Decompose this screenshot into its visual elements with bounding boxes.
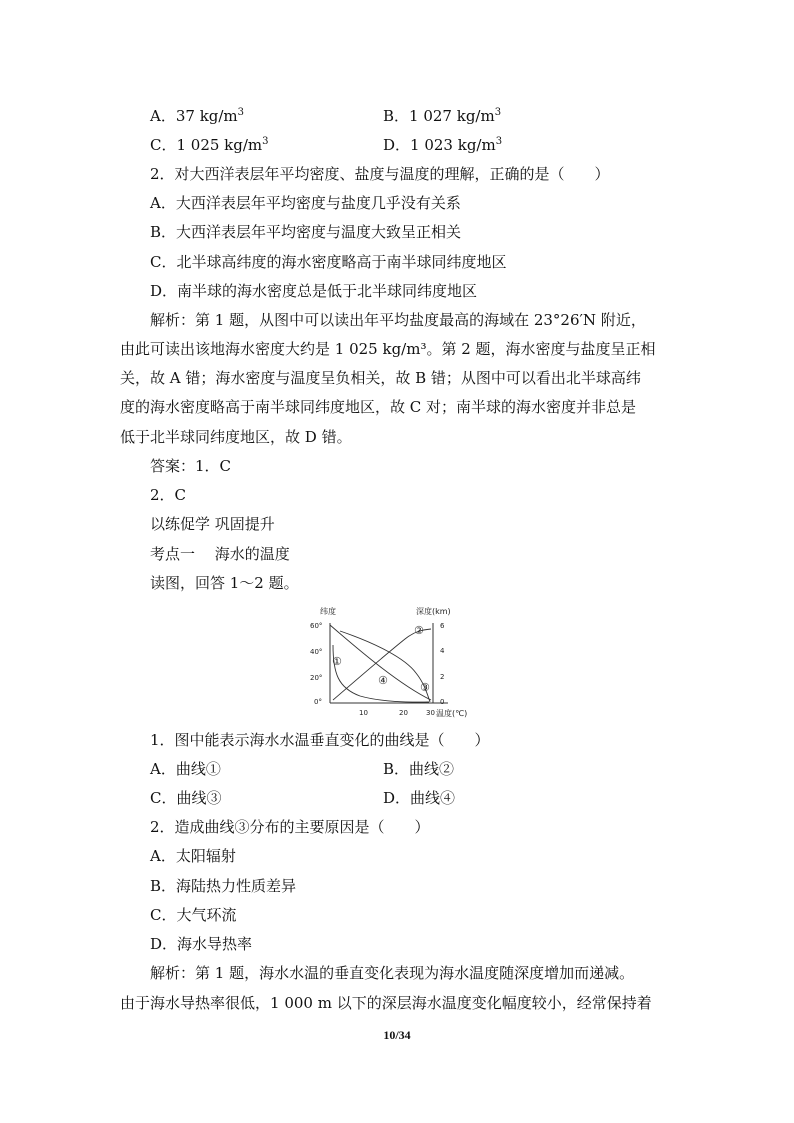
left-tick-40: 40° bbox=[310, 648, 323, 656]
curve-3 bbox=[340, 631, 430, 702]
bottom-axis-title: 温度(℃) bbox=[436, 709, 468, 718]
left-tick-20: 20° bbox=[310, 674, 323, 682]
curve-2-label: ② bbox=[414, 624, 424, 637]
question-2-option-b: B．大西洋表层年平均密度与温度大致呈正相关 bbox=[150, 223, 462, 241]
analysis-line-1: 解析：第 1 题，从图中可以读出年平均盐度最高的海域在 23°26′N 附近， bbox=[150, 311, 646, 329]
right-tick-2: 2 bbox=[440, 673, 445, 681]
new-question-2-option-a: A．太阳辐射 bbox=[150, 847, 236, 865]
new-question-2-option-d: D．海水导热率 bbox=[150, 935, 253, 953]
new-question-1-option-c: C．曲线③ bbox=[150, 789, 222, 807]
right-tick-0: 0 bbox=[440, 698, 445, 706]
option-c: C．1 025 $kg/m^3$ bbox=[150, 136, 269, 154]
section-heading: 以练促学 巩固提升 bbox=[150, 515, 275, 533]
option-a: A．37 $kg/m^3$ bbox=[150, 107, 245, 125]
answer-line-1: 答案：1．C bbox=[150, 457, 232, 475]
analysis-line-5: 低于北半球同纬度地区，故 D 错。 bbox=[120, 428, 352, 446]
bottom-tick-10: 10 bbox=[359, 709, 368, 717]
new-question-2-option-c: C．大气环流 bbox=[150, 906, 237, 924]
topic-heading: 考点一 海水的温度 bbox=[150, 545, 290, 563]
analysis-line-4: 度的海水密度略高于南半球同纬度地区，故 C 对；南半球的海水密度并非总是 bbox=[120, 398, 637, 416]
right-tick-4: 4 bbox=[440, 647, 445, 655]
option-b: B．1 027 $kg/m^3$ bbox=[383, 107, 502, 125]
curve-4-label: ④ bbox=[378, 674, 388, 687]
analysis2-line-2: 由于海水导热率很低，1 000 m 以下的深层海水温度变化幅度较小，经常保持着 bbox=[120, 994, 652, 1012]
temperature-figure bbox=[300, 603, 500, 723]
new-question-1-option-d: D．曲线④ bbox=[383, 789, 456, 807]
option-d: D．1 023 $kg/m^3$ bbox=[383, 136, 503, 154]
new-question-2-stem: 2．造成曲线③分布的主要原因是（ ） bbox=[150, 818, 430, 836]
new-question-1-option-b: B．曲线② bbox=[383, 760, 455, 778]
bottom-tick-20: 20 bbox=[399, 709, 408, 717]
analysis-line-3: 关，故 A 错；海水密度与温度呈负相关，故 B 错；从图中可以看出北半球高纬 bbox=[120, 369, 641, 387]
bottom-tick-30: 30 bbox=[426, 709, 435, 717]
new-question-1-stem: 1．图中能表示海水水温垂直变化的曲线是（ ） bbox=[150, 731, 490, 749]
left-tick-60: 60° bbox=[310, 622, 323, 630]
left-axis-title: 纬度 bbox=[320, 607, 336, 616]
left-tick-0: 0° bbox=[314, 698, 322, 706]
question-2-option-a: A．大西洋表层年平均密度与盐度几乎没有关系 bbox=[150, 194, 461, 212]
question-2-option-c: C．北半球高纬度的海水密度略高于南半球同纬度地区 bbox=[150, 253, 507, 271]
curve-1-label: ① bbox=[332, 655, 342, 668]
curve-3-label: ③ bbox=[420, 681, 430, 694]
right-axis-title: 深度(km) bbox=[416, 607, 451, 616]
new-question-1-option-a: A．曲线① bbox=[150, 760, 221, 778]
page-number: 10/34 bbox=[383, 1028, 411, 1042]
answer-line-2: 2．C bbox=[150, 486, 187, 504]
figure-instruction: 读图，回答 1～2 题。 bbox=[150, 574, 299, 592]
new-question-2-option-b: B．海陆热力性质差异 bbox=[150, 877, 297, 895]
question-2-stem: 2．对大西洋表层年平均密度、盐度与温度的理解，正确的是（ ） bbox=[150, 165, 610, 183]
analysis-line-2: 由此可读出该地海水密度大约是 1 025 kg/m³。第 2 题，海水密度与盐度呈正相 bbox=[120, 340, 656, 358]
analysis2-line-1: 解析：第 1 题，海水水温的垂直变化表现为海水温度随深度增加而递减。 bbox=[150, 964, 635, 982]
question-2-option-d: D．南半球的海水密度总是低于北半球同纬度地区 bbox=[150, 282, 478, 300]
right-tick-6: 6 bbox=[440, 622, 445, 630]
